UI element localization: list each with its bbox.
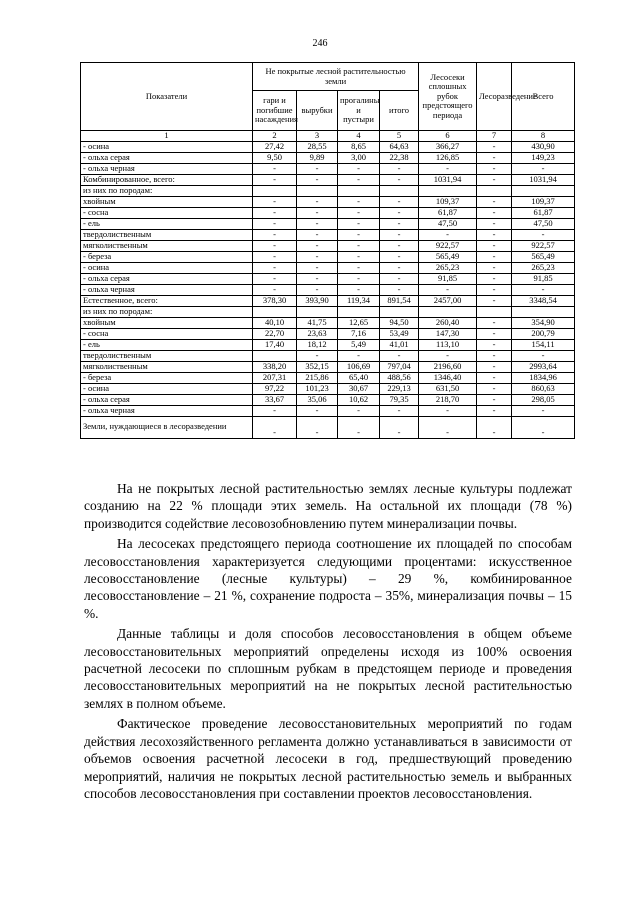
column-number: 1	[81, 131, 253, 142]
header-burnt: гари и погибшие насаждения	[253, 91, 297, 131]
page-number: 246	[312, 38, 328, 49]
table-cell: -	[338, 163, 380, 174]
table-cell: 265,23	[419, 262, 477, 273]
table-cell: -	[338, 416, 380, 438]
table-cell: -	[477, 317, 512, 328]
paragraph: На лесосеках предстоящего периода соотношение их площадей по способам лесовосстановления характеризуется следующими процентами: искусственное лесовосстановление (лесные культуры) – 29 %, комбинированное лесовосстановление – 21 %, сохранение подроста – 35%, минерализация почвы – 15 %.	[84, 536, 572, 621]
table-cell: -	[380, 262, 419, 273]
table-cell: -	[477, 152, 512, 163]
table-cell: 1346,40	[419, 372, 477, 383]
table-cell: -	[477, 229, 512, 240]
table-cell: -	[380, 174, 419, 185]
table-row	[81, 251, 575, 262]
table-cell: 30,67	[338, 383, 380, 394]
table-cell: -	[419, 284, 477, 295]
table-row	[81, 163, 575, 174]
table-cell: 41,01	[380, 339, 419, 350]
table-row	[81, 229, 575, 240]
table-cell: 265,23	[512, 262, 575, 273]
table-cell: 891,54	[380, 295, 419, 306]
table-row	[81, 240, 575, 251]
table-cell: -	[297, 196, 338, 207]
table-cell: -	[477, 196, 512, 207]
table-cell: 922,57	[512, 240, 575, 251]
table-cell: 2993,64	[512, 361, 575, 372]
table-cell: -	[477, 350, 512, 361]
header-cuttings: Лесосеки сплошных рубок предстоящего периода	[419, 63, 477, 131]
table-cell: -	[253, 163, 297, 174]
table-cell: 47,50	[419, 218, 477, 229]
table-row	[81, 416, 575, 438]
table-cell: -	[477, 328, 512, 339]
table-cell: -	[380, 251, 419, 262]
header-uncovered-lands: Не покрытые лесной растительностью земли	[253, 63, 419, 91]
table-cell: 338,20	[253, 361, 297, 372]
table-cell: -	[512, 405, 575, 416]
table-cell: 47,50	[512, 218, 575, 229]
table-row	[81, 372, 575, 383]
header-reforestation: Лесоразведение	[477, 63, 512, 131]
table-cell: -	[419, 416, 477, 438]
table-cell: -	[380, 163, 419, 174]
row-label: Земли, нуждающиеся в лесоразведении	[81, 416, 253, 438]
table-row	[81, 262, 575, 273]
table-cell: 28,55	[297, 141, 338, 152]
table-cell: -	[512, 163, 575, 174]
table-cell: -	[477, 372, 512, 383]
table-cell: 3348,54	[512, 295, 575, 306]
table-cell: -	[477, 361, 512, 372]
table-cell: 207,31	[253, 372, 297, 383]
paragraph: На не покрытых лесной растительностью землях лесные культуры подлежат созданию на 22 % площади этих земель. На остальной их площади (78 %) производится содействие лесовозобновлению путем минерализации почвы.	[84, 481, 572, 531]
table-row	[81, 174, 575, 185]
table-cell: 126,85	[419, 152, 477, 163]
table-cell: 17,40	[253, 339, 297, 350]
table-cell: -	[380, 416, 419, 438]
table-cell: -	[338, 350, 380, 361]
table-cell: -	[477, 262, 512, 273]
table-cell: -	[338, 262, 380, 273]
table-cell: 7,16	[338, 328, 380, 339]
table-cell: -	[297, 262, 338, 273]
row-label: - ольха серая	[81, 273, 253, 284]
table-cell: -	[297, 218, 338, 229]
table-cell: -	[297, 350, 338, 361]
table-cell	[253, 350, 297, 361]
table-cell	[477, 306, 512, 317]
table-cell: 393,90	[297, 295, 338, 306]
header-total: Всего	[512, 63, 575, 131]
row-label: - ель	[81, 218, 253, 229]
table-cell: 91,85	[419, 273, 477, 284]
table-cell: 1031,94	[512, 174, 575, 185]
table-cell: -	[419, 350, 477, 361]
table-cell: 260,40	[419, 317, 477, 328]
table-cell	[419, 306, 477, 317]
table-cell: -	[477, 218, 512, 229]
table-cell: 860,63	[512, 383, 575, 394]
table-cell	[512, 185, 575, 196]
table-cell: -	[477, 273, 512, 284]
table-cell: -	[477, 416, 512, 438]
table-cell: -	[477, 405, 512, 416]
row-label: хвойным	[81, 196, 253, 207]
table-cell: -	[297, 405, 338, 416]
table-cell: 22,38	[380, 152, 419, 163]
table-row	[81, 328, 575, 339]
table-cell: 79,35	[380, 394, 419, 405]
table-cell: -	[338, 240, 380, 251]
table-cell: -	[297, 163, 338, 174]
table-cell: -	[338, 229, 380, 240]
header-subtotal: итого	[380, 91, 419, 131]
table-cell: -	[253, 405, 297, 416]
table-cell	[338, 306, 380, 317]
table-cell: 354,90	[512, 317, 575, 328]
table-cell: -	[338, 405, 380, 416]
row-label: твердолиственным	[81, 229, 253, 240]
reforestation-table	[80, 62, 575, 439]
table-row	[81, 405, 575, 416]
table-row	[81, 317, 575, 328]
row-label: - ель	[81, 339, 253, 350]
table-cell: -	[477, 284, 512, 295]
table-cell: 565,49	[419, 251, 477, 262]
table-cell: -	[512, 416, 575, 438]
column-number: 8	[512, 131, 575, 142]
table-cell: 149,23	[512, 152, 575, 163]
table-cell	[253, 306, 297, 317]
column-number: 6	[419, 131, 477, 142]
table-cell: -	[338, 284, 380, 295]
table-cell: 97,22	[253, 383, 297, 394]
table-row	[81, 295, 575, 306]
table-cell: -	[253, 416, 297, 438]
row-label: твердолиственным	[81, 350, 253, 361]
table-cell	[419, 185, 477, 196]
row-label: - береза	[81, 372, 253, 383]
table-row	[81, 361, 575, 372]
table-cell: -	[477, 163, 512, 174]
table-cell: -	[512, 350, 575, 361]
table-cell: -	[380, 218, 419, 229]
table-cell: -	[253, 207, 297, 218]
table-cell: 22,70	[253, 328, 297, 339]
table-cell: 488,56	[380, 372, 419, 383]
table-cell: -	[338, 174, 380, 185]
row-label: из них по породам:	[81, 185, 253, 196]
table-cell: -	[338, 207, 380, 218]
header-clearings: вырубки	[297, 91, 338, 131]
table-cell: -	[477, 383, 512, 394]
table-row	[81, 218, 575, 229]
table-cell: -	[419, 229, 477, 240]
table-cell: 40,10	[253, 317, 297, 328]
table-cell: 10,62	[338, 394, 380, 405]
table-cell: -	[477, 339, 512, 350]
table-cell: -	[380, 240, 419, 251]
column-number: 3	[297, 131, 338, 142]
row-label: - осина	[81, 383, 253, 394]
table-cell: 64,63	[380, 141, 419, 152]
table-cell: -	[253, 196, 297, 207]
table-cell	[380, 306, 419, 317]
table-cell: -	[380, 229, 419, 240]
table-cell: 23,63	[297, 328, 338, 339]
table-cell: -	[253, 251, 297, 262]
table-cell: 218,70	[419, 394, 477, 405]
table-cell: 53,49	[380, 328, 419, 339]
table-cell: 61,87	[419, 207, 477, 218]
table-cell: -	[380, 284, 419, 295]
table-cell: -	[297, 229, 338, 240]
table-cell: 91,85	[512, 273, 575, 284]
paragraph: Данные таблицы и доля способов лесовосстановления в общем объеме лесовосстановительных мероприятий определены исходя из 100% освоения расчетной лесосеки по сплошным рубкам в предстоящем периоде и проведения лесовосстановительных мероприятий на не покрытых лесной растительностью землях в полном объеме.	[84, 626, 572, 711]
table-row	[81, 284, 575, 295]
table-cell: 352,15	[297, 361, 338, 372]
table-row	[81, 141, 575, 152]
table-row	[81, 394, 575, 405]
table-row	[81, 207, 575, 218]
table-cell: 41,75	[297, 317, 338, 328]
row-label: - сосна	[81, 328, 253, 339]
table-cell: 9,50	[253, 152, 297, 163]
table-cell: 35,06	[297, 394, 338, 405]
table-cell: -	[297, 416, 338, 438]
table-cell: 109,37	[512, 196, 575, 207]
table-cell: 366,27	[419, 141, 477, 152]
row-label: - осина	[81, 262, 253, 273]
table-cell: -	[253, 284, 297, 295]
table-cell: 3,00	[338, 152, 380, 163]
table-cell: -	[253, 174, 297, 185]
table-cell: 94,50	[380, 317, 419, 328]
row-label: - ольха черная	[81, 284, 253, 295]
table-cell: 101,23	[297, 383, 338, 394]
column-number: 2	[253, 131, 297, 142]
table-cell	[477, 185, 512, 196]
table-cell: -	[419, 163, 477, 174]
row-label: мягколиственным	[81, 240, 253, 251]
table-cell: 27,42	[253, 141, 297, 152]
table-cell: 33,67	[253, 394, 297, 405]
table-cell: 1031,94	[419, 174, 477, 185]
table-cell: -	[477, 295, 512, 306]
table-cell: 797,04	[380, 361, 419, 372]
column-number-row	[81, 131, 575, 142]
table-cell	[297, 306, 338, 317]
table-cell: 61,87	[512, 207, 575, 218]
table-cell: -	[297, 273, 338, 284]
table-row	[81, 350, 575, 361]
table-row	[81, 339, 575, 350]
table-cell: 565,49	[512, 251, 575, 262]
header-glades: прогалины и пустыри	[338, 91, 380, 131]
table-row	[81, 273, 575, 284]
table-cell: -	[297, 174, 338, 185]
row-label: - ольха черная	[81, 163, 253, 174]
column-number: 4	[338, 131, 380, 142]
row-label: - береза	[81, 251, 253, 262]
table-cell: 109,37	[419, 196, 477, 207]
table-cell: -	[297, 207, 338, 218]
table-cell: 113,10	[419, 339, 477, 350]
paragraph: Фактическое проведение лесовосстановительных мероприятий по годам действия лесохозяйственного регламента должно устанавливаться в зависимости от объемов освоения расчетной лесосеки в год, предшествующий проведению мероприятий, наличия не покрытых лесной растительностью земель и выбранных способов лесовосстановления при составлении проектов лесовосстановления.	[84, 716, 572, 801]
table-cell: -	[380, 207, 419, 218]
table-cell: 1834,96	[512, 372, 575, 383]
table-cell: -	[338, 273, 380, 284]
column-number: 7	[477, 131, 512, 142]
table-cell: -	[338, 218, 380, 229]
table-cell	[338, 185, 380, 196]
table-cell: -	[380, 350, 419, 361]
table-cell: -	[419, 405, 477, 416]
table-cell: -	[380, 405, 419, 416]
table-cell: 12,65	[338, 317, 380, 328]
table-cell	[380, 185, 419, 196]
table-cell: 154,11	[512, 339, 575, 350]
table-cell: 2457,00	[419, 295, 477, 306]
table-row	[81, 152, 575, 163]
column-number: 5	[380, 131, 419, 142]
table-cell: 631,50	[419, 383, 477, 394]
table-body	[81, 141, 575, 438]
row-label: Комбинированное, всего:	[81, 174, 253, 185]
table-cell: -	[253, 218, 297, 229]
row-label: - сосна	[81, 207, 253, 218]
table-row	[81, 196, 575, 207]
table-row	[81, 185, 575, 196]
table-cell: -	[477, 174, 512, 185]
table-cell: -	[253, 262, 297, 273]
table-cell: 298,05	[512, 394, 575, 405]
table-cell: 200,79	[512, 328, 575, 339]
table-cell: 9,89	[297, 152, 338, 163]
table-cell: 2196,60	[419, 361, 477, 372]
row-label: - ольха черная	[81, 405, 253, 416]
table-cell: 5,49	[338, 339, 380, 350]
table-cell: -	[477, 141, 512, 152]
table-cell	[253, 185, 297, 196]
row-label: из них по породам:	[81, 306, 253, 317]
table-cell: 215,86	[297, 372, 338, 383]
table-cell: -	[477, 240, 512, 251]
table-cell: 229,13	[380, 383, 419, 394]
table-cell: -	[253, 240, 297, 251]
table-cell: -	[512, 229, 575, 240]
table-cell: -	[253, 229, 297, 240]
table-cell: 922,57	[419, 240, 477, 251]
row-label: мягколиственным	[81, 361, 253, 372]
table-cell	[512, 306, 575, 317]
row-label: - ольха серая	[81, 152, 253, 163]
table-cell: 106,69	[338, 361, 380, 372]
table-cell: -	[477, 394, 512, 405]
table-cell: -	[512, 284, 575, 295]
table-row	[81, 306, 575, 317]
table-cell: 18,12	[297, 339, 338, 350]
row-label: - осина	[81, 141, 253, 152]
body-text	[84, 480, 572, 805]
table-cell: 119,34	[338, 295, 380, 306]
table-row	[81, 383, 575, 394]
table-cell: 430,90	[512, 141, 575, 152]
table-cell: -	[380, 196, 419, 207]
table-cell: 8,65	[338, 141, 380, 152]
row-label: хвойным	[81, 317, 253, 328]
table-cell: -	[297, 240, 338, 251]
table-cell: -	[297, 251, 338, 262]
table-cell	[297, 185, 338, 196]
table-cell: 147,30	[419, 328, 477, 339]
table-cell: -	[338, 251, 380, 262]
table-cell: -	[380, 273, 419, 284]
table-cell: -	[253, 273, 297, 284]
row-label: Естественное, всего:	[81, 295, 253, 306]
table-cell: -	[338, 196, 380, 207]
table-cell: -	[297, 284, 338, 295]
header-indicators: Показатели	[81, 63, 253, 131]
table-cell: -	[477, 207, 512, 218]
row-label: - ольха серая	[81, 394, 253, 405]
table-cell: 378,30	[253, 295, 297, 306]
table-cell: -	[477, 251, 512, 262]
table-cell: 65,40	[338, 372, 380, 383]
